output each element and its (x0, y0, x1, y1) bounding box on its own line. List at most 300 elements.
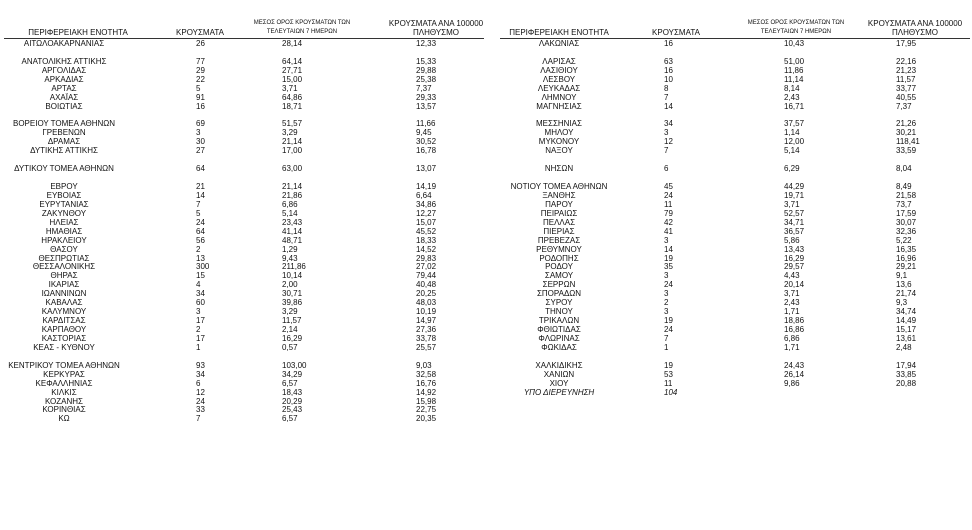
per100k-cell: 13,07 (416, 164, 437, 174)
table-row (4, 39, 484, 48)
table-row (500, 200, 970, 209)
table-row (500, 370, 970, 379)
avg7-cell: 52,57 (784, 208, 805, 218)
table-row (500, 316, 970, 325)
table-row (4, 379, 484, 388)
table-row (4, 227, 484, 236)
avg7-cell: 3,71 (282, 83, 298, 93)
avg7-cell: 6,57 (282, 378, 298, 388)
table-row (500, 146, 970, 155)
region-cell: ΣΠΟΡΑΔΩΝ (536, 289, 582, 299)
region-cell: ΑΧΑΪΑΣ (49, 92, 79, 102)
per100k-cell: 9,1 (896, 271, 908, 281)
per100k-cell: 5,22 (896, 235, 912, 245)
cases-cell: 27 (196, 146, 205, 156)
avg7-cell: 63,00 (282, 164, 303, 174)
table-row (500, 298, 970, 307)
avg7-cell: 9,43 (282, 253, 298, 263)
avg7-cell: 25,43 (282, 405, 303, 415)
cases-cell: 29 (196, 65, 205, 75)
table-row (4, 307, 484, 316)
per100k-cell: 30,07 (896, 217, 917, 227)
header-region: ΠΕΡΙΦΕΡΕΙΑΚΗ ΕΝΟΤΗΤΑ (28, 28, 128, 37)
table-row (500, 39, 970, 48)
table-row (500, 102, 970, 111)
region-cell: ΚΟΖΑΝΗΣ (44, 396, 84, 406)
region-cell: ΧΙΟΥ (549, 378, 569, 388)
table-row (500, 236, 970, 245)
avg7-cell: 27,71 (282, 65, 303, 75)
table-row (500, 218, 970, 227)
cases-cell: 16 (664, 65, 673, 75)
avg7-cell: 6,86 (784, 333, 800, 343)
per100k-cell: 16,96 (896, 253, 917, 263)
per100k-cell: 33,77 (896, 83, 917, 93)
table-row (500, 227, 970, 236)
table-row (4, 361, 484, 370)
cases-cell: 17 (196, 316, 205, 326)
per100k-cell: 40,48 (416, 280, 437, 290)
avg7-cell: 103,00 (282, 360, 307, 370)
avg7-cell: 51,00 (784, 56, 805, 66)
per100k-cell: 20,35 (416, 414, 437, 424)
region-cell: ΜΕΣΣΗΝΙΑΣ (536, 119, 582, 129)
cases-cell: 35 (664, 262, 673, 272)
header-per100k: ΚΡΟΥΣΜΑΤΑ ΑΝΑ 100000 ΠΛΗΘΥΣΜΟ (867, 19, 963, 37)
table-row (500, 182, 970, 191)
cases-cell: 10 (664, 74, 673, 84)
per100k-cell: 9,3 (896, 298, 908, 308)
table-row (500, 307, 970, 316)
table-row (4, 370, 484, 379)
cases-cell: 3 (196, 307, 201, 317)
region-cell: ΛΕΥΚΑΔΑΣ (537, 83, 581, 93)
region-cell: ΕΒΡΟΥ (50, 182, 78, 191)
region-cell: ΚΕΡΚΥΡΑΣ (43, 369, 85, 379)
per100k-cell: 29,33 (416, 92, 437, 102)
table-row (4, 209, 484, 218)
cases-cell: 34 (196, 289, 205, 299)
avg7-cell: 5,86 (784, 235, 800, 245)
region-cell: ΧΑΛΚΙΔΙΚΗΣ (535, 360, 583, 370)
cases-cell: 19 (664, 253, 673, 263)
per100k-cell: 14,49 (896, 316, 917, 326)
avg7-cell: 6,86 (282, 199, 298, 209)
table-row (4, 119, 484, 128)
region-cell: ΘΕΣΠΡΩΤΙΑΣ (38, 253, 90, 263)
table-row (4, 173, 484, 182)
cases-cell: 3 (196, 128, 201, 138)
table-row (4, 84, 484, 93)
cases-cell: 69 (196, 119, 205, 129)
region-cell: ΞΑΝΘΗΣ (542, 190, 576, 200)
per100k-cell: 40,55 (896, 92, 917, 102)
table-row (4, 182, 484, 191)
per100k-cell: 33,59 (896, 146, 917, 156)
table-row (500, 262, 970, 271)
avg7-cell: 0,57 (282, 342, 298, 352)
per100k-cell: 10,19 (416, 307, 437, 317)
left-cases-table (4, 14, 484, 423)
cases-cell: 91 (196, 92, 205, 102)
per100k-cell: 15,98 (416, 396, 437, 406)
avg7-cell: 21,14 (282, 182, 303, 191)
per100k-cell: 14,19 (416, 182, 437, 191)
region-cell: ΠΡΕΒΕΖΑΣ (537, 235, 581, 245)
table-row (4, 388, 484, 397)
avg7-cell: 2,43 (784, 92, 800, 102)
region-cell: ΑΡΚΑΔΙΑΣ (44, 74, 84, 84)
cases-cell: 5 (196, 208, 201, 218)
per100k-cell: 18,33 (416, 235, 437, 245)
cases-cell: 26 (196, 39, 205, 48)
table-row (500, 75, 970, 84)
table-row (500, 343, 970, 352)
table-row (4, 146, 484, 155)
avg7-cell: 9,86 (784, 378, 800, 388)
region-cell: ΘΑΣΟΥ (50, 244, 78, 254)
region-cell: ΚΩ (58, 414, 70, 424)
region-cell: ΝΟΤΙΟΥ ΤΟΜΕΑ ΑΘΗΝΩΝ (510, 182, 608, 191)
cases-cell: 2 (196, 325, 201, 334)
per100k-cell: 9,03 (416, 360, 432, 370)
region-cell: ΝΗΣΩΝ (544, 164, 574, 174)
table-row (500, 93, 970, 102)
cases-cell: 6 (664, 164, 669, 174)
per100k-cell: 12,27 (416, 208, 437, 218)
region-cell: ΒΟΡΕΙΟΥ ΤΟΜΕΑ ΑΘΗΝΩΝ (12, 119, 116, 129)
region-cell: ΦΩΚΙΔΑΣ (541, 342, 577, 352)
region-cell: ΛΗΜΝΟΥ (541, 92, 577, 102)
table-row (4, 236, 484, 245)
region-cell: ΑΙΤΩΛΟΑΚΑΡΝΑΝΙΑΣ (23, 39, 105, 48)
avg7-cell: 64,86 (282, 92, 303, 102)
right-table-body (500, 39, 970, 397)
avg7-cell: 8,14 (784, 83, 800, 93)
region-cell: ΓΡΕΒΕΝΩΝ (42, 128, 86, 138)
region-cell: ΛΕΣΒΟΥ (542, 74, 576, 84)
table-row (500, 254, 970, 263)
cases-cell: 3 (664, 289, 669, 299)
avg7-cell: 34,71 (784, 217, 805, 227)
cases-cell: 24 (196, 396, 205, 406)
region-cell: ΗΜΑΘΙΑΣ (45, 226, 83, 236)
table-row (500, 164, 970, 173)
cases-cell: 7 (664, 92, 669, 102)
avg7-cell: 34,29 (282, 369, 303, 379)
avg7-cell: 24,43 (784, 360, 805, 370)
table-row (500, 379, 970, 388)
table-row (500, 325, 970, 334)
avg7-cell: 44,29 (784, 182, 805, 191)
cases-cell: 17 (196, 333, 205, 343)
avg7-cell: 3,71 (784, 199, 800, 209)
region-cell: ΡΟΔΟΠΗΣ (539, 253, 579, 263)
per100k-cell: 12,33 (416, 39, 437, 48)
cases-cell: 53 (664, 369, 673, 379)
cases-cell: 21 (196, 182, 205, 191)
table-row (4, 254, 484, 263)
region-cell: ΚΑΡΔΙΤΣΑΣ (42, 316, 86, 326)
region-cell: ΘΕΣΣΑΛΟΝΙΚΗΣ (32, 262, 96, 272)
region-cell: ΘΗΡΑΣ (50, 271, 78, 281)
region-cell: ΣΑΜΟΥ (544, 271, 574, 281)
region-cell: ΚΑΛΥΜΝΟΥ (41, 307, 87, 317)
cases-cell: 11 (664, 378, 673, 388)
table-row (4, 48, 484, 57)
avg7-cell: 23,43 (282, 217, 303, 227)
avg7-cell: 12,00 (784, 137, 805, 147)
per100k-cell: 27,02 (416, 262, 437, 272)
table-row (4, 397, 484, 406)
per100k-cell: 13,6 (896, 280, 912, 290)
avg7-cell: 11,86 (784, 65, 804, 75)
cases-cell: 2 (196, 244, 201, 254)
region-cell: ΣΥΡΟΥ (545, 298, 573, 308)
table-row (4, 218, 484, 227)
per100k-cell: 7,37 (896, 101, 912, 111)
per100k-cell: 14,97 (416, 316, 437, 326)
cases-cell: 300 (196, 262, 210, 272)
per100k-cell: 20,25 (416, 289, 437, 299)
per100k-cell: 7,37 (416, 83, 432, 93)
table-row (500, 280, 970, 289)
header-per100k: ΚΡΟΥΣΜΑΤΑ ΑΝΑ 100000 ΠΛΗΘΥΣΜΟ (388, 19, 484, 37)
region-cell: ΠΕΙΡΑΙΩΣ (540, 208, 578, 218)
per100k-cell: 11,66 (416, 119, 436, 129)
left-table-body (4, 39, 484, 423)
cases-cell: 34 (664, 119, 673, 129)
header-cases: ΚΡΟΥΣΜΑΤΑ (652, 28, 700, 37)
region-cell: ΙΩΑΝΝΙΝΩΝ (41, 289, 87, 299)
table-row (500, 48, 970, 57)
cases-cell: 64 (196, 226, 205, 236)
region-cell: ΥΠΟ ΔΙΕΡΕΥΝΗΣΗ (523, 387, 595, 397)
per100k-cell: 16,76 (416, 378, 437, 388)
cases-cell: 4 (196, 280, 201, 290)
avg7-cell: 3,29 (282, 307, 298, 317)
cases-cell: 7 (196, 414, 201, 424)
cases-cell: 3 (664, 271, 669, 281)
region-cell: ΕΥΡΥΤΑΝΙΑΣ (39, 199, 89, 209)
table-row (500, 352, 970, 361)
region-cell: ΝΑΞΟΥ (545, 146, 573, 156)
table-row (4, 128, 484, 137)
cases-cell: 8 (664, 83, 669, 93)
table-row (500, 66, 970, 75)
cases-cell: 16 (664, 39, 673, 48)
region-cell: ΚΑΡΠΑΘΟΥ (41, 325, 87, 334)
region-cell: ΚΑΣΤΟΡΙΑΣ (41, 333, 87, 343)
per100k-cell: 33,78 (416, 333, 437, 343)
table-row (4, 271, 484, 280)
table-row (4, 137, 484, 146)
avg7-cell: 1,71 (784, 307, 800, 317)
table-row (4, 191, 484, 200)
avg7-cell: 6,57 (282, 414, 298, 424)
per100k-cell: 8,49 (896, 182, 912, 191)
cases-cell: 7 (664, 146, 669, 156)
per100k-cell: 25,57 (416, 342, 437, 352)
per100k-cell: 48,03 (416, 298, 437, 308)
per100k-cell: 34,86 (416, 199, 437, 209)
table-row (4, 316, 484, 325)
table-row (500, 173, 970, 182)
per100k-cell: 32,36 (896, 226, 917, 236)
avg7-cell: 30,71 (282, 289, 303, 299)
avg7-cell: 41,14 (282, 226, 303, 236)
per100k-cell: 16,78 (416, 146, 437, 156)
table-row (500, 271, 970, 280)
avg7-cell: 6,29 (784, 164, 800, 174)
per100k-cell: 8,04 (896, 164, 912, 174)
avg7-cell: 16,71 (784, 101, 805, 111)
region-cell: ΔΡΑΜΑΣ (47, 137, 81, 147)
cases-cell: 34 (196, 369, 205, 379)
region-cell: ΜΗΛΟΥ (544, 128, 574, 138)
region-cell: ΛΑΡΙΣΑΣ (542, 56, 576, 66)
per100k-cell: 73,7 (896, 199, 912, 209)
per100k-cell: 29,88 (416, 65, 437, 75)
region-cell: ΚΑΒΑΛΑΣ (45, 298, 83, 308)
avg7-cell: 18,43 (282, 387, 303, 397)
per100k-cell: 29,21 (896, 262, 917, 272)
table-row (4, 405, 484, 414)
region-cell: ΑΝΑΤΟΛΙΚΗΣ ΑΤΤΙΚΗΣ (21, 56, 107, 66)
cases-cell: 24 (664, 280, 673, 290)
table-row (4, 352, 484, 361)
avg7-cell: 20,29 (282, 396, 303, 406)
avg7-cell: 48,71 (282, 235, 303, 245)
avg7-cell: 1,29 (282, 244, 298, 254)
per100k-cell: 33,85 (896, 369, 917, 379)
per100k-cell: 17,95 (896, 39, 917, 48)
region-cell: ΑΡΓΟΛΙΔΑΣ (41, 65, 87, 75)
per100k-cell: 30,52 (416, 137, 437, 147)
table-row (4, 57, 484, 66)
cases-cell: 30 (196, 137, 205, 147)
region-cell: ΗΡΑΚΛΕΙΟΥ (41, 235, 87, 245)
avg7-cell: 5,14 (282, 208, 298, 218)
avg7-cell: 5,14 (784, 146, 800, 156)
cases-cell: 24 (664, 190, 673, 200)
cases-cell: 15 (196, 271, 205, 281)
table-row (500, 334, 970, 343)
per100k-cell: 15,33 (416, 56, 437, 66)
avg7-cell: 37,57 (784, 119, 805, 129)
cases-cell: 60 (196, 298, 205, 308)
per100k-cell: 30,21 (896, 128, 917, 138)
region-cell: ΦΛΩΡΙΝΑΣ (538, 333, 580, 343)
region-cell: ΣΕΡΡΩΝ (542, 280, 576, 290)
avg7-cell: 15,00 (282, 74, 303, 84)
avg7-cell: 2,14 (282, 325, 298, 334)
table-row (500, 191, 970, 200)
cases-cell: 19 (664, 360, 673, 370)
table-row (500, 57, 970, 66)
table-row (4, 289, 484, 298)
cases-cell: 56 (196, 235, 205, 245)
cases-cell: 63 (664, 56, 673, 66)
per100k-cell: 6,64 (416, 190, 432, 200)
table-row (4, 111, 484, 120)
region-cell: ΤΡΙΚΑΛΩΝ (538, 316, 580, 326)
per100k-cell: 16,35 (896, 244, 917, 254)
table-row (4, 245, 484, 254)
table-row (4, 102, 484, 111)
table-row (4, 75, 484, 84)
avg7-cell: 16,29 (282, 333, 303, 343)
region-cell: ΚΕΑΣ - ΚΥΘΝΟΥ (33, 342, 95, 352)
region-cell: ΑΡΤΑΣ (51, 83, 77, 93)
table-row (4, 343, 484, 352)
region-cell: ΛΑΚΩΝΙΑΣ (538, 39, 580, 48)
avg7-cell: 16,86 (784, 325, 805, 334)
table-row (4, 164, 484, 173)
right-cases-table (500, 14, 970, 397)
region-cell: ΚΟΡΙΝΘΙΑΣ (42, 405, 86, 415)
table-row (500, 289, 970, 298)
table-row (4, 298, 484, 307)
per100k-cell: 15,07 (416, 217, 437, 227)
region-cell: ΜΥΚΟΝΟΥ (538, 137, 580, 147)
cases-cell: 6 (196, 378, 201, 388)
per100k-cell: 22,75 (416, 405, 437, 415)
table-row (500, 361, 970, 370)
table-row (500, 111, 970, 120)
table-row (4, 414, 484, 423)
cases-cell: 1 (664, 342, 669, 352)
cases-cell: 22 (196, 74, 205, 84)
header-avg7: ΜΕΣΟΣ ΟΡΟΣ ΚΡΟΥΣΜΑΤΩΝ ΤΩΝ ΤΕΛΕΥΤΑΙΩΝ 7 ΗΜΕΡΩΝ (747, 20, 845, 35)
per100k-cell: 25,38 (416, 74, 437, 84)
cases-cell: 2 (664, 298, 669, 308)
cases-cell: 3 (664, 128, 669, 138)
per100k-cell: 2,48 (896, 342, 912, 352)
per100k-cell: 118,41 (896, 137, 920, 147)
avg7-cell: 39,86 (282, 298, 303, 308)
per100k-cell: 32,58 (416, 369, 437, 379)
region-cell: ΖΑΚΥΝΘΟΥ (41, 208, 87, 218)
per100k-cell: 79,44 (416, 271, 437, 281)
cases-cell: 1 (196, 342, 201, 352)
avg7-cell: 51,57 (282, 119, 303, 129)
table-row (4, 334, 484, 343)
avg7-cell: 19,71 (784, 190, 805, 200)
table-row (500, 137, 970, 146)
avg7-cell: 10,14 (282, 271, 303, 281)
region-cell: ΠΑΡΟΥ (545, 199, 573, 209)
cases-cell: 79 (664, 208, 673, 218)
cases-cell: 19 (664, 316, 673, 326)
cases-cell: 3 (664, 235, 669, 245)
per100k-cell: 21,58 (896, 190, 917, 200)
avg7-cell: 3,29 (282, 128, 298, 138)
per100k-cell: 11,57 (896, 74, 916, 84)
region-cell: ΚΙΛΚΙΣ (51, 387, 77, 397)
cases-cell: 93 (196, 360, 205, 370)
avg7-cell: 11,57 (282, 316, 302, 326)
cases-cell: 41 (664, 226, 673, 236)
avg7-cell: 21,86 (282, 190, 303, 200)
cases-cell: 77 (196, 56, 205, 66)
region-cell: ΜΑΓΝΗΣΙΑΣ (536, 101, 582, 111)
cases-cell: 3 (664, 307, 669, 317)
avg7-cell: 2,00 (282, 280, 298, 290)
region-cell: ΡΕΘΥΜΝΟΥ (536, 244, 582, 254)
avg7-cell: 17,00 (282, 146, 303, 156)
per100k-cell: 29,83 (416, 253, 437, 263)
